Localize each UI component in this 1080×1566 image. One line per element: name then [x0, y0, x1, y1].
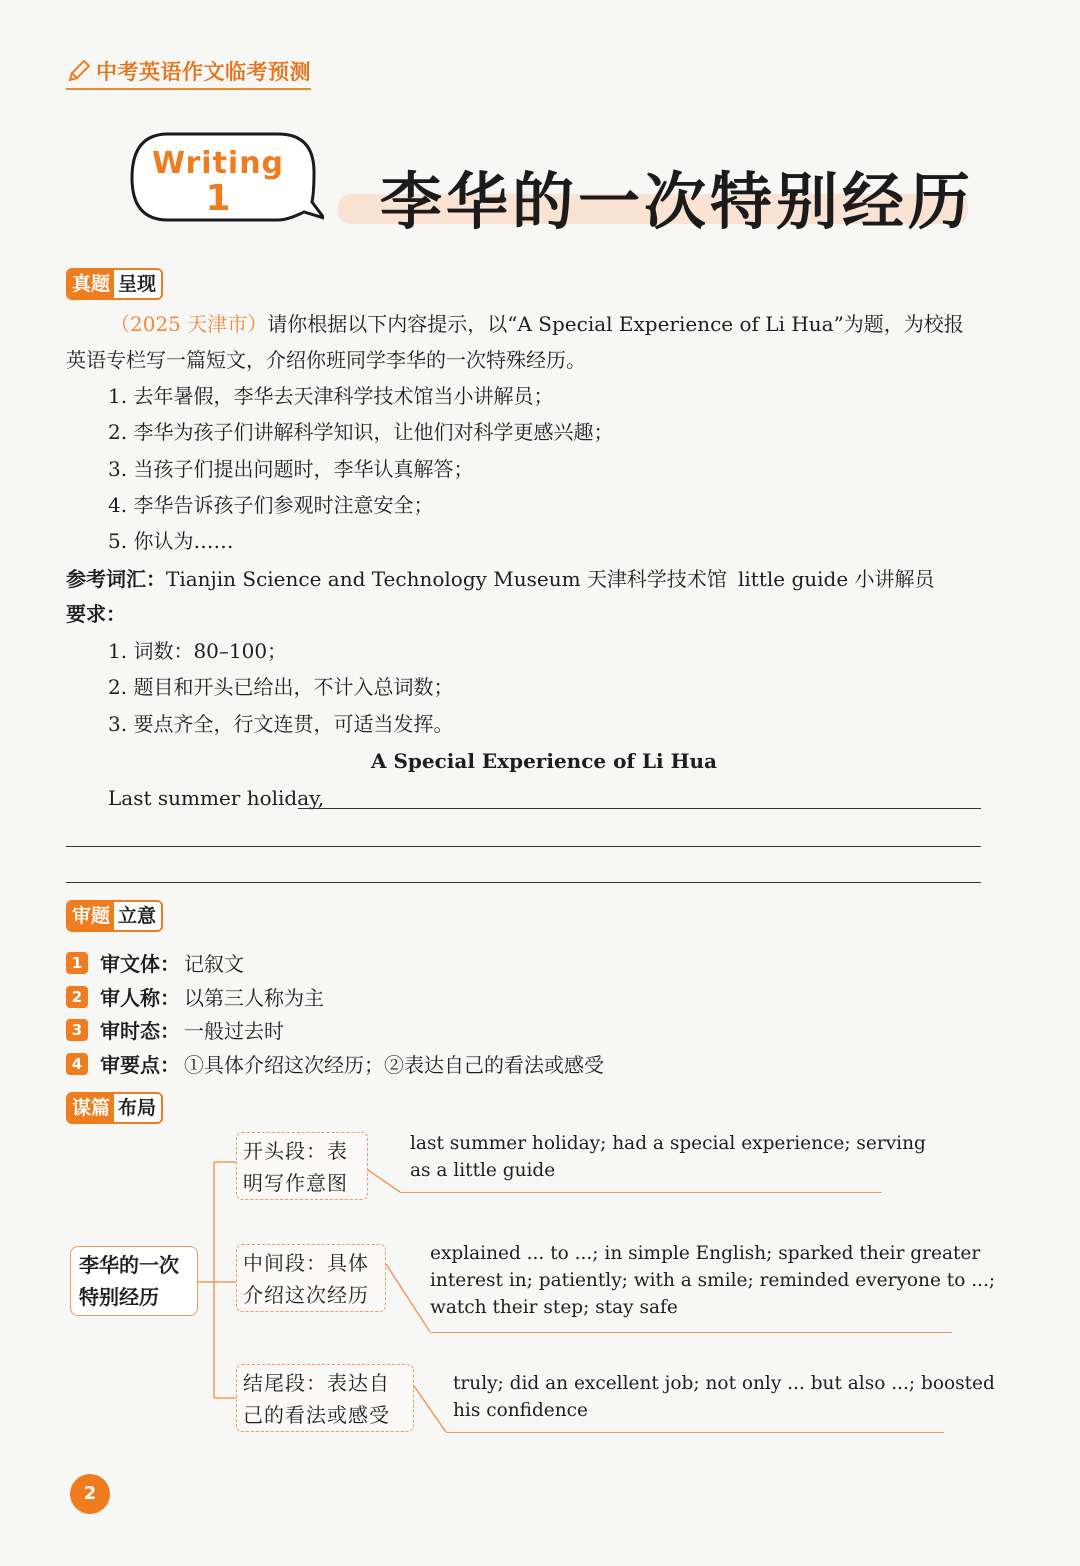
- analysis-key: 审人称：: [100, 986, 180, 1010]
- answer-line[interactable]: [66, 882, 981, 883]
- writing-badge-word: Writing: [151, 146, 285, 181]
- prompt-point: 3. 当孩子们提出问题时，李华认真解答；: [108, 457, 474, 481]
- series-header-text: 中考英语作文临考预测: [96, 60, 311, 84]
- section-label-analysis: [66, 900, 163, 932]
- detail-line: as a little guide: [410, 1160, 556, 1181]
- requirement-item: 2. 题目和开头已给出，不计入总词数；: [108, 675, 454, 699]
- answer-line[interactable]: [298, 808, 981, 809]
- middle-detail: [430, 1240, 995, 1321]
- detail-line: truly; did an excellent job; not only ... but also ...; boosted: [453, 1373, 995, 1394]
- prompt-point: 4. 李华告诉孩子们参观时注意安全；: [108, 493, 434, 517]
- vocab-item-1: Tianjin Science and Technology Museum 天津科学技术馆: [166, 567, 727, 591]
- box-line: 开头段：表: [243, 1139, 348, 1163]
- analysis-key: 审要点：: [100, 1053, 180, 1077]
- analysis-number: 4: [66, 1053, 88, 1075]
- analysis-key: 审文体：: [100, 952, 180, 976]
- detail-line: his confidence: [453, 1400, 588, 1421]
- analysis-number: 2: [66, 986, 88, 1008]
- analysis-number: 1: [66, 952, 88, 974]
- requirements-label: 要求：: [66, 602, 126, 626]
- section-label-question: [66, 268, 163, 300]
- closing-detail: [453, 1370, 995, 1424]
- requirement-item: 1. 词数：80–100；: [108, 639, 288, 663]
- page-title: 李华的一次特别经历: [380, 165, 975, 238]
- section-label-part-a: 真题: [68, 270, 114, 298]
- prompt-point: 5. 你认为……: [108, 529, 234, 553]
- analysis-value: 记叙文: [184, 952, 244, 976]
- root-line-1: 李华的一次: [79, 1253, 179, 1277]
- detail-line: explained ... to ...; in simple English; sparked their greater: [430, 1243, 981, 1264]
- detail-rule: [446, 1432, 944, 1433]
- layout-root-box: [70, 1246, 198, 1316]
- pencil-icon: [66, 58, 92, 84]
- essay-start: Last summer holiday,: [108, 786, 325, 810]
- opening-detail: [410, 1130, 926, 1184]
- box-line: 结尾段：表达自: [243, 1371, 390, 1395]
- detail-rule: [400, 1192, 882, 1193]
- section-label-part-b: 布局: [114, 1094, 161, 1122]
- middle-paragraph-box: [236, 1244, 386, 1312]
- analysis-item: [66, 1049, 604, 1078]
- section-label-layout: [66, 1092, 163, 1124]
- vocab-label: 参考词汇：: [66, 567, 166, 591]
- analysis-value: 一般过去时: [184, 1019, 284, 1043]
- analysis-number: 3: [66, 1019, 88, 1041]
- prompt-text-1: 请你根据以下内容提示，以“A Special Experience of Li Hua”为题，为校报: [267, 312, 964, 336]
- prompt-point: 1. 去年暑假，李华去天津科学技术馆当小讲解员；: [108, 384, 554, 408]
- page-number: 2: [70, 1474, 110, 1514]
- section-label-part-a: 审题: [68, 902, 114, 930]
- box-line: 己的看法或感受: [243, 1403, 390, 1427]
- box-line: 介绍这次经历: [243, 1283, 369, 1307]
- series-header: [66, 56, 311, 90]
- section-label-part-b: 呈现: [114, 270, 161, 298]
- analysis-item: [66, 948, 244, 977]
- root-line-2: 特别经历: [79, 1285, 159, 1309]
- detail-line: last summer holiday; had a special experience; serving: [410, 1133, 926, 1154]
- analysis-item: [66, 1015, 284, 1044]
- analysis-item: [66, 982, 324, 1011]
- section-label-part-a: 谋篇: [68, 1094, 114, 1122]
- detail-line: watch their step; stay safe: [430, 1297, 678, 1318]
- question-source: （2025 天津市）: [110, 312, 268, 336]
- vocab-item-2: little guide 小讲解员: [738, 567, 935, 591]
- prompt-point: 2. 李华为孩子们讲解科学知识，让他们对科学更感兴趣；: [108, 420, 614, 444]
- answer-line[interactable]: [66, 846, 981, 847]
- analysis-key: 审时态：: [100, 1019, 180, 1043]
- box-line: 明写作意图: [243, 1171, 348, 1195]
- analysis-value: 以第三人称为主: [184, 986, 324, 1010]
- prompt-line-2: 英语专栏写一篇短文，介绍你班同学李华的一次特殊经历。: [66, 348, 586, 372]
- analysis-value: ①具体介绍这次经历；②表达自己的看法或感受: [184, 1053, 604, 1077]
- closing-paragraph-box: [236, 1364, 414, 1432]
- requirement-item: 3. 要点齐全，行文连贯，可适当发挥。: [108, 712, 454, 736]
- vocab-line: [66, 561, 727, 597]
- detail-rule: [430, 1332, 952, 1333]
- essay-title: A Special Experience of Li Hua: [371, 749, 717, 773]
- section-label-part-b: 立意: [114, 902, 161, 930]
- writing-badge-number: 1: [205, 178, 231, 219]
- detail-line: interest in; patiently; with a smile; reminded everyone to ...;: [430, 1270, 996, 1291]
- box-line: 中间段：具体: [243, 1251, 369, 1275]
- prompt-line-1: [110, 306, 964, 342]
- opening-paragraph-box: [236, 1132, 368, 1200]
